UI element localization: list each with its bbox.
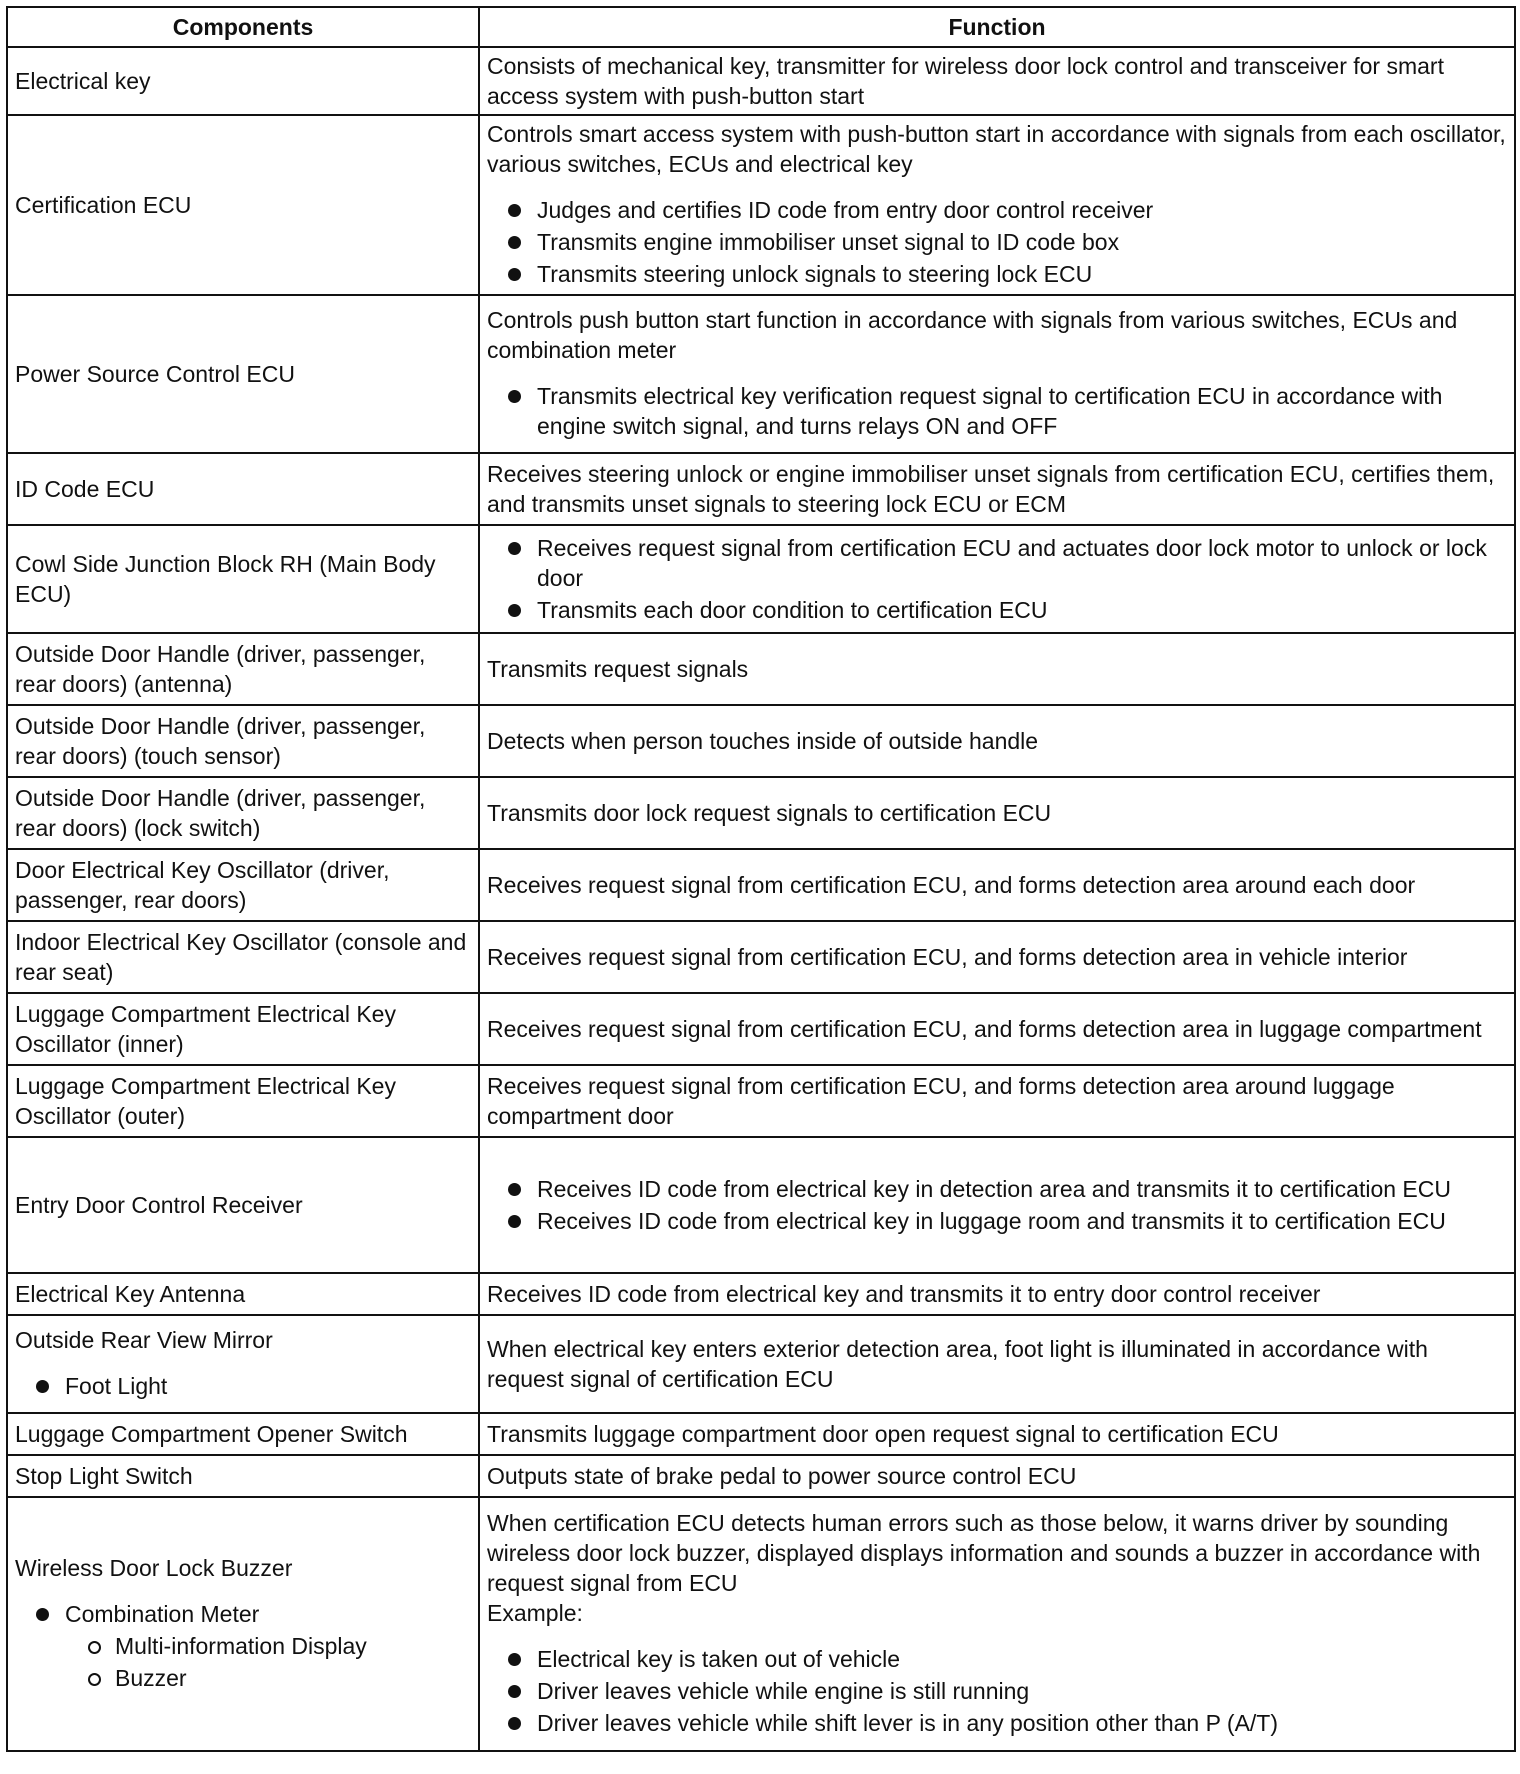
function-cell [479,525,1515,633]
list-item: Foot Light [15,1371,471,1401]
component-text: Outside Rear View Mirror [15,1327,273,1353]
list-item: Judges and certifies ID code from entry door control receiver [487,195,1507,225]
table-row [7,921,1515,993]
component-cell: Electrical Key Antenna [7,1273,479,1315]
component-bullet-list [15,1599,471,1629]
list-item: Transmits electrical key verification request signal to certification ECU in accordance with engine switch signal, and turns relays ON and OFF [487,381,1507,441]
function-cell [479,115,1515,295]
function-cell [479,633,1515,705]
component-bullet-list [15,1371,471,1401]
function-text: Receives request signal from certification ECU, and forms detection area in luggage compartment [487,1016,1482,1042]
function-cell [479,993,1515,1065]
component-cell: Outside Door Handle (driver, passenger, rear doors) (touch sensor) [7,705,479,777]
component-function-table [6,6,1516,1752]
component-text: Wireless Door Lock Buzzer [15,1555,293,1581]
table-header-row [7,7,1515,47]
table-row [7,705,1515,777]
list-item: Transmits each door condition to certification ECU [487,595,1507,625]
bullet-list [487,1644,1507,1738]
component-cell: Outside Door Handle (driver, passenger, rear doors) (antenna) [7,633,479,705]
table-row [7,849,1515,921]
function-text: Transmits luggage compartment door open request signal to certification ECU [487,1421,1279,1447]
function-cell [479,1273,1515,1315]
component-cell: Entry Door Control Receiver [7,1137,479,1273]
function-text: Consists of mechanical key, transmitter for wireless door lock control and transceiver for smart access system with push-button start [487,53,1444,109]
list-item: Receives ID code from electrical key in detection area and transmits it to certification ECU [487,1174,1507,1204]
function-text: Receives request signal from certification ECU, and forms detection area in vehicle interior [487,944,1408,970]
list-item: Electrical key is taken out of vehicle [487,1644,1507,1674]
function-cell [479,47,1515,115]
function-cell [479,1455,1515,1497]
function-text: Receives request signal from certification ECU, and forms detection area around each door [487,872,1416,898]
component-cell [7,1497,479,1751]
component-cell: Certification ECU [7,115,479,295]
table-row [7,295,1515,453]
function-text: Receives steering unlock or engine immobiliser unset signals from certification ECU, certifies them, and transmits unset signals to steering lock ECU or ECM [487,461,1495,517]
table-row [7,993,1515,1065]
function-text: Controls smart access system with push-button start in accordance with signals from each oscillator, various switches, ECUs and electrical key [487,121,1506,177]
example-label: Example: [487,1600,583,1626]
function-text: Receives request signal from certification ECU, and forms detection area around luggage compartment door [487,1073,1395,1129]
component-cell: Power Source Control ECU [7,295,479,453]
table-row [7,525,1515,633]
table-row [7,1455,1515,1497]
table-row [7,1315,1515,1413]
component-cell: Electrical key [7,47,479,115]
bullet-list [487,195,1507,289]
header-function: Function [479,7,1515,47]
table-row [7,1273,1515,1315]
table-row [7,777,1515,849]
table-row [7,633,1515,705]
list-item: Receives request signal from certification ECU and actuates door lock motor to unlock or lock door [487,533,1507,593]
function-cell [479,1315,1515,1413]
function-text: Detects when person touches inside of outside handle [487,728,1039,754]
table-row [7,1497,1515,1751]
function-cell [479,1413,1515,1455]
component-cell: Luggage Compartment Electrical Key Oscillator (inner) [7,993,479,1065]
list-item: Transmits engine immobiliser unset signal to ID code box [487,227,1507,257]
bullet-list [487,533,1507,625]
function-cell [479,453,1515,525]
component-cell: Outside Door Handle (driver, passenger, rear doors) (lock switch) [7,777,479,849]
list-item: Transmits steering unlock signals to steering lock ECU [487,259,1507,289]
function-text: Controls push button start function in accordance with signals from various switches, ECUs and combination meter [487,307,1458,363]
function-text: Receives ID code from electrical key and transmits it to entry door control receiver [487,1281,1321,1307]
component-cell: Cowl Side Junction Block RH (Main Body ECU) [7,525,479,633]
component-cell: ID Code ECU [7,453,479,525]
list-item: Receives ID code from electrical key in luggage room and transmits it to certification ECU [487,1206,1507,1236]
list-item: Driver leaves vehicle while shift lever is in any position other than P (A/T) [487,1708,1507,1738]
list-item: Buzzer [15,1663,471,1693]
function-cell [479,921,1515,993]
function-cell [479,1497,1515,1751]
function-cell [479,849,1515,921]
function-text: Transmits request signals [487,656,749,682]
function-cell [479,705,1515,777]
component-cell: Luggage Compartment Opener Switch [7,1413,479,1455]
component-cell: Indoor Electrical Key Oscillator (console and rear seat) [7,921,479,993]
function-cell [479,295,1515,453]
bullet-list [487,381,1507,441]
component-cell: Door Electrical Key Oscillator (driver, passenger, rear doors) [7,849,479,921]
table-row [7,1137,1515,1273]
table-row [7,1065,1515,1137]
function-text: Transmits door lock request signals to certification ECU [487,800,1052,826]
function-cell [479,1065,1515,1137]
list-item: Driver leaves vehicle while engine is still running [487,1676,1507,1706]
table-row [7,115,1515,295]
list-item: Combination Meter [15,1599,471,1629]
component-cell: Stop Light Switch [7,1455,479,1497]
table-row [7,1413,1515,1455]
table-row [7,453,1515,525]
header-components: Components [7,7,479,47]
component-sub-list [15,1631,471,1693]
bullet-list [487,1174,1507,1236]
component-cell: Luggage Compartment Electrical Key Oscillator (outer) [7,1065,479,1137]
table-row [7,47,1515,115]
component-cell [7,1315,479,1413]
function-cell [479,1137,1515,1273]
function-text: When certification ECU detects human errors such as those below, it warns driver by sounding wireless door lock buzzer, displayed displays information and sounds a buzzer in accordance with request signal from ECU [487,1510,1481,1596]
function-text: When electrical key enters exterior detection area, foot light is illuminated in accordance with request signal of certification ECU [487,1336,1428,1392]
function-text: Outputs state of brake pedal to power source control ECU [487,1463,1077,1489]
list-item: Multi-information Display [15,1631,471,1661]
function-cell [479,777,1515,849]
